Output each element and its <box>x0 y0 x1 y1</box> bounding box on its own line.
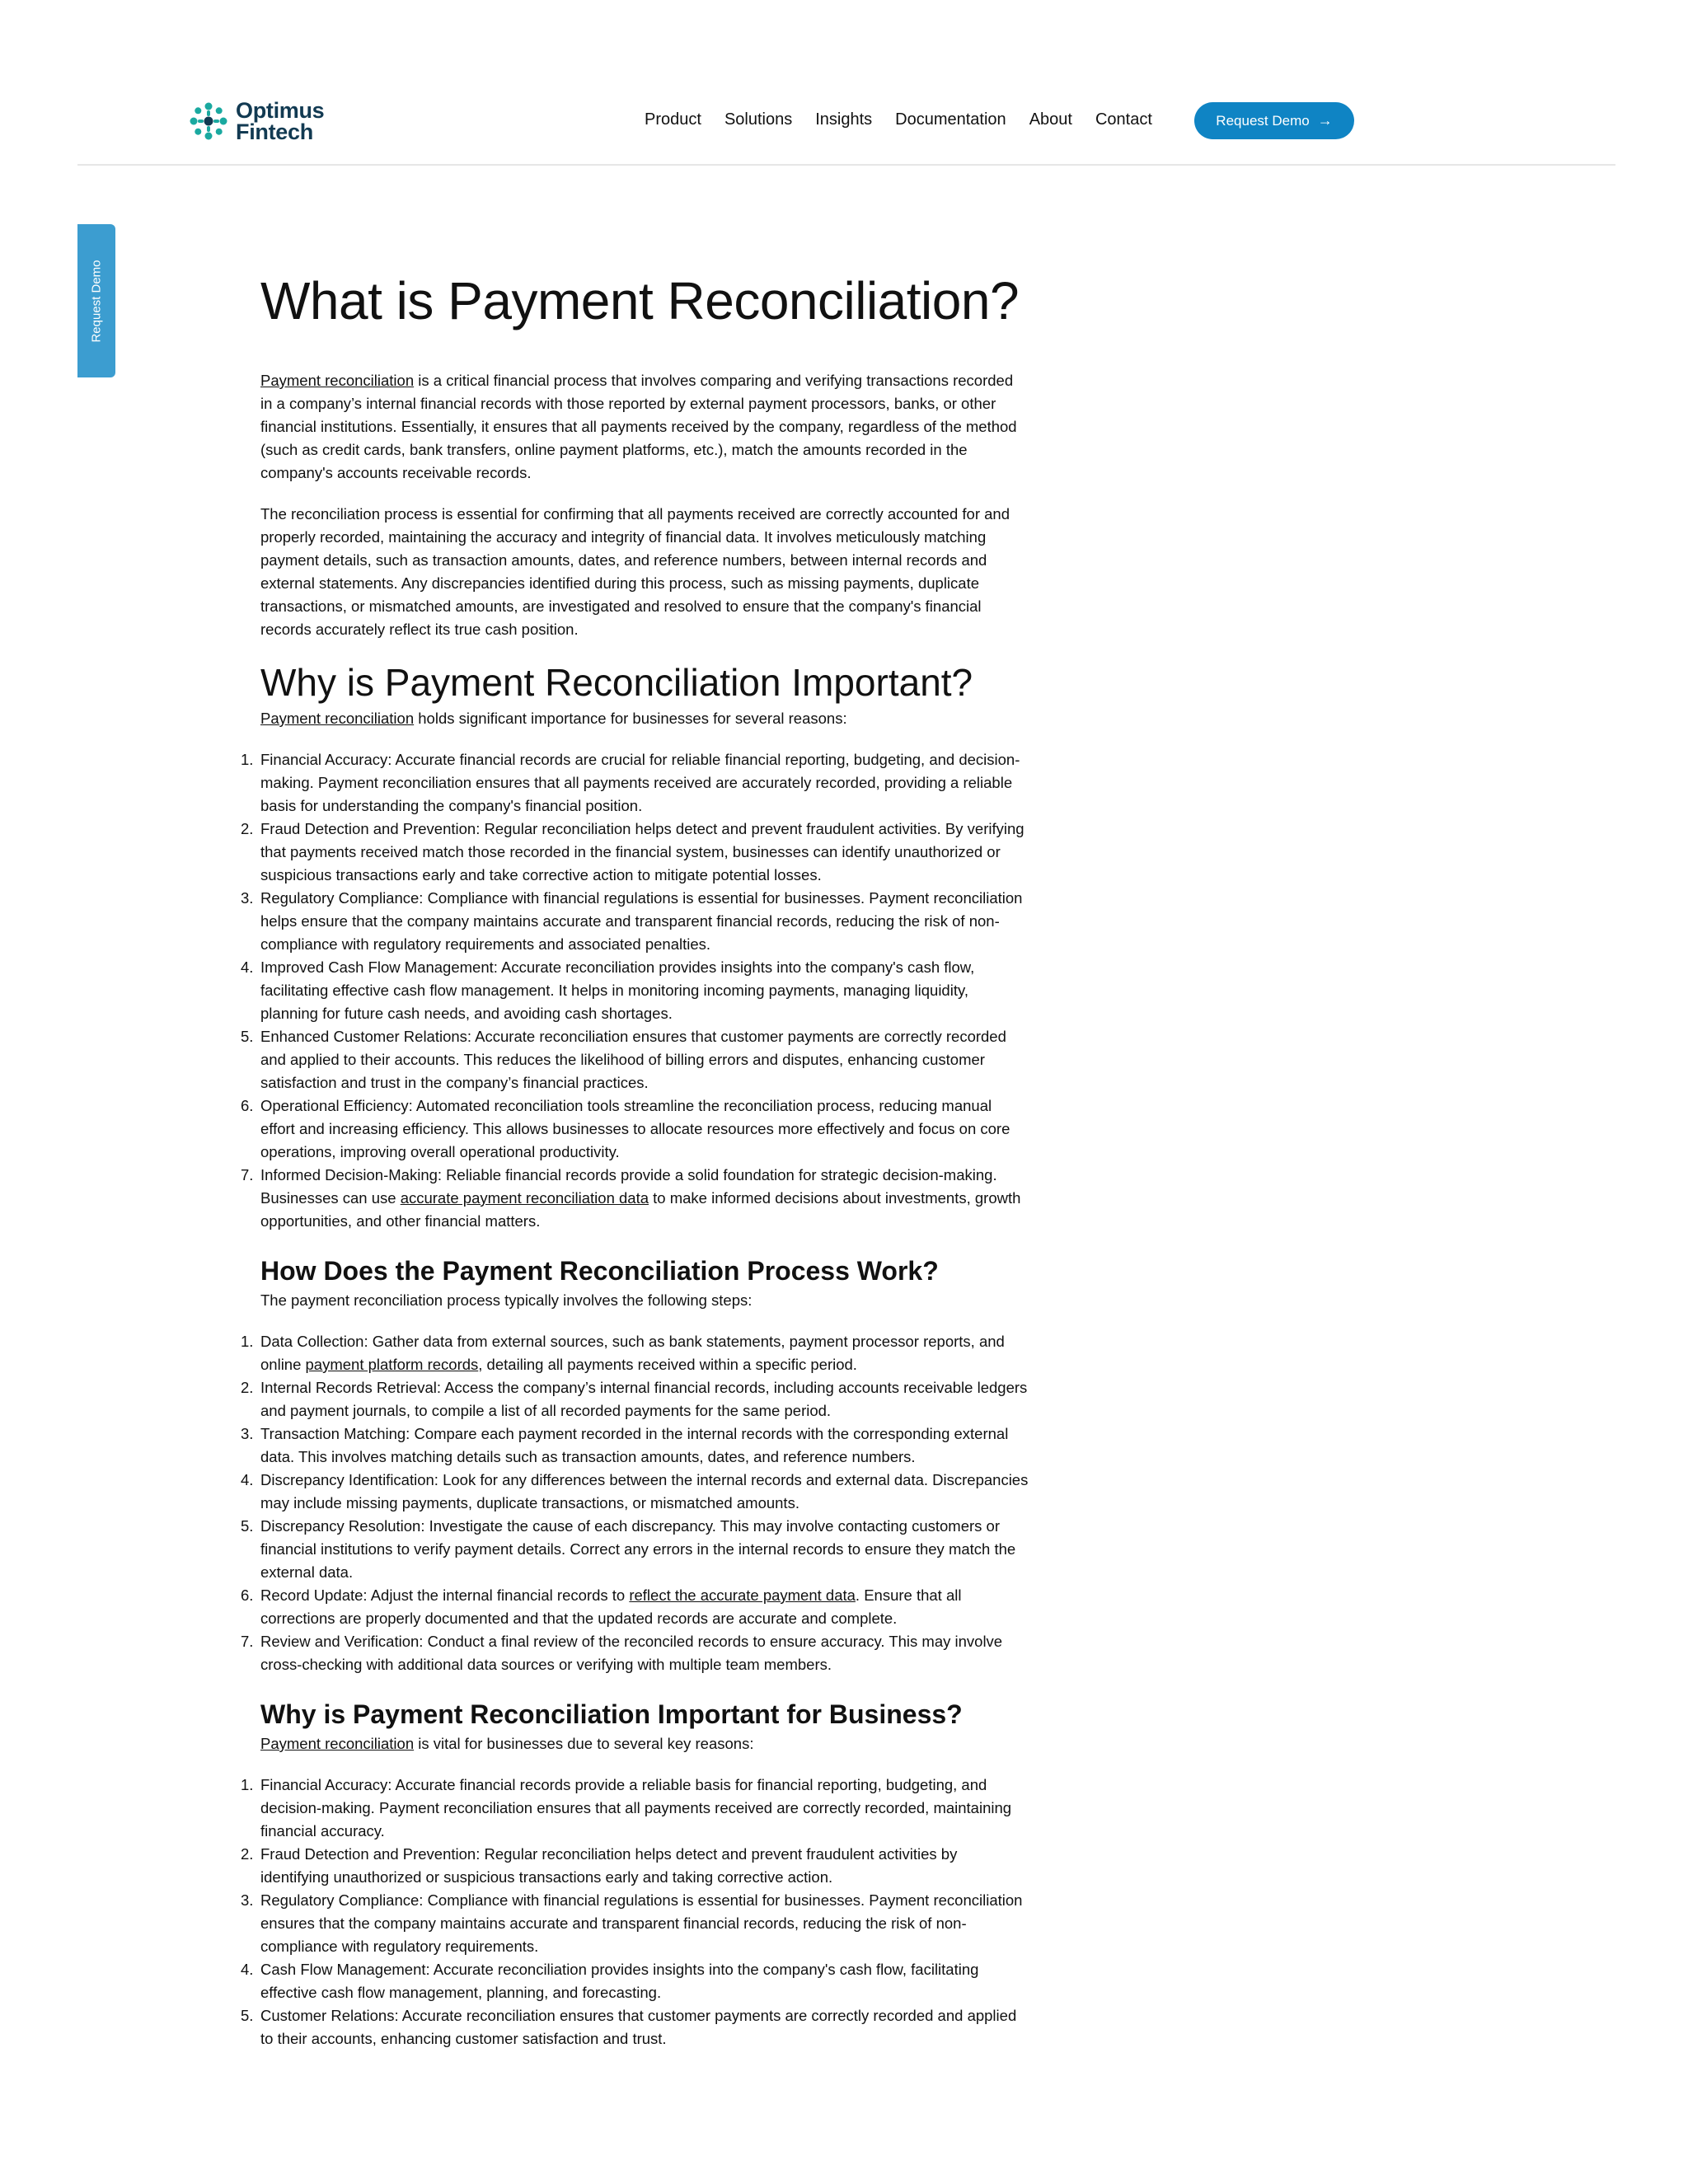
payment-reconciliation-link[interactable]: Payment reconciliation <box>260 1735 415 1752</box>
section-heading-process: How Does the Payment Reconciliation Process Work? <box>260 1256 939 1286</box>
item-text: , detailing all payments received within a specific period. <box>478 1356 857 1373</box>
list-item: Discrepancy Identification: Look for any differences between the internal records and external data. Discrepancies may include missing payments, duplicate transactions, or mismatched amounts. <box>260 1471 1029 1511</box>
nav-insights[interactable]: Insights <box>815 110 873 129</box>
side-tab-label: Request Demo <box>89 259 104 343</box>
list-item: Fraud Detection and Prevention: Regular reconciliation helps detect and prevent fraudulent activities by identifying unauthorized or suspicious transactions early and taking corrective action. <box>260 1845 958 1886</box>
nav-about[interactable]: About <box>1029 110 1072 129</box>
logo[interactable] <box>188 97 336 145</box>
logo-line2: Fintech <box>236 120 313 144</box>
nav-product[interactable]: Product <box>645 110 701 129</box>
importance-list <box>260 748 1029 1233</box>
item-text: Data Collection: Gather data from external sources, such as bank statements, payment processor reports, and online <box>260 1333 1005 1373</box>
intro-paragraph <box>260 369 1029 485</box>
section-lead <box>260 707 1029 730</box>
item-text: Informed Decision-Making: Reliable financial records provide a solid foundation for strategic decision-making. Businesses can use <box>260 1166 997 1207</box>
list-item: Customer Relations: Accurate reconciliation ensures that customer payments are correctly recorded and applied to their accounts, enhancing customer satisfaction and trust. <box>260 2007 1017 2047</box>
list-item <box>260 1164 1029 1233</box>
reflect-accurate-data-link[interactable]: reflect the accurate payment data <box>629 1586 856 1604</box>
page-title: What is Payment Reconciliation? <box>260 271 1020 330</box>
nav-solutions[interactable]: Solutions <box>724 110 793 129</box>
request-demo-button[interactable] <box>1194 102 1354 139</box>
payment-platform-records-link[interactable]: payment platform records <box>305 1356 479 1373</box>
logo-line1: Optimus <box>236 98 325 123</box>
list-item: Financial Accuracy: Accurate financial records are crucial for reliable financial reporting, budgeting, and decision-making. Payment reconciliation ensures that all payments received are accurately recorded, providing a reliable basis for understanding the company's financial position. <box>260 751 1020 814</box>
payment-reconciliation-link[interactable]: Payment reconciliation <box>260 710 415 727</box>
list-item: Fraud Detection and Prevention: Regular reconciliation helps detect and prevent fraudulent activities. By verifying that payments received match those recorded in the financial system, businesses can identify unauthorized or suspicious transactions early and take corrective action to mitigate potential losses. <box>260 820 1025 883</box>
payment-reconciliation-link[interactable]: Payment reconciliation <box>260 372 415 389</box>
list-item: Improved Cash Flow Management: Accurate reconciliation provides insights into the company's cash flow, facilitating effective cash flow management. It helps in monitoring incoming payments, managing liquidity, planning for future cash needs, and avoiding cash shortages. <box>260 958 975 1022</box>
list-item: Cash Flow Management: Accurate reconciliation provides insights into the company's cash flow, facilitating effective cash flow management, planning, and forecasting. <box>260 1961 979 2001</box>
list-item: Operational Efficiency: Automated reconciliation tools streamline the reconciliation process, reducing manual effort and increasing efficiency. This allows businesses to allocate resources more effectively and focus on core operations, improving overall operational productivity. <box>260 1097 1010 1160</box>
nav-documentation[interactable]: Documentation <box>895 110 1006 129</box>
request-demo-label: Request Demo <box>1216 112 1310 129</box>
side-request-demo-tab[interactable] <box>77 224 115 377</box>
item-text: to make informed decisions about investments, growth opportunities, and other financial matters. <box>260 1189 1021 1230</box>
logo-mark-icon <box>188 101 229 142</box>
list-item: Regulatory Compliance: Compliance with financial regulations is essential for businesses. Payment reconciliation helps ensure that the company maintains accurate and transparent financial records, reducing the risk of non-compliance with regulatory requirements and associated penalties. <box>260 889 1023 953</box>
arrow-right-icon: → <box>1317 112 1333 129</box>
list-item: Regulatory Compliance: Compliance with financial regulations is essential for businesses. Payment reconciliation ensures that the company maintains accurate and transparent financial records, reducing the risk of non-compliance with regulatory requirements. <box>260 1891 1023 1955</box>
accurate-data-link[interactable]: accurate payment reconciliation data <box>400 1189 649 1207</box>
list-item: Discrepancy Resolution: Investigate the cause of each discrepancy. This may involve contacting customers or financial institutions to verify payment details. Correct any errors in the internal records to ensure they match the external data. <box>260 1517 1016 1581</box>
lead-text: is vital for businesses due to several key reasons: <box>414 1735 754 1752</box>
section-lead: The payment reconciliation process typically involves the following steps: <box>260 1291 753 1309</box>
list-item: Transaction Matching: Compare each payment recorded in the internal records with the corresponding external data. This involves matching details such as transaction amounts, dates, and reference numbers. <box>260 1425 1009 1465</box>
process-list <box>260 1330 1029 1676</box>
list-item: Review and Verification: Conduct a final review of the reconciled records to ensure accuracy. This may involve cross-checking with additional data sources or verifying with multiple team members. <box>260 1633 1003 1673</box>
paragraph-2: The reconciliation process is essential for confirming that all payments received are correctly accounted for and properly recorded, maintaining the accuracy and integrity of financial data. It involves meticulously matching payment details, such as transaction amounts, dates, and reference numbers, between internal records and external statements. Any discrepancies identified during this process, such as missing payments, duplicate transactions, or mismatched amounts, are investigated and resolved to ensure that the company's financial records accurately reflect its true cash position. <box>260 505 1010 638</box>
lead-text: holds significant importance for businesses for several reasons: <box>414 710 847 727</box>
section-heading-business: Why is Payment Reconciliation Important for Business? <box>260 1699 963 1729</box>
list-item <box>260 1330 1029 1376</box>
main-nav <box>645 107 1175 132</box>
item-text: Record Update: Adjust the internal financial records to <box>260 1586 630 1604</box>
logo-wordmark <box>236 100 324 143</box>
business-list <box>260 1774 1029 2050</box>
section-heading-importance: Why is Payment Reconciliation Important? <box>260 661 973 704</box>
item-text: . Ensure that all corrections are properly documented and that the updated records are accurate and complete. <box>260 1586 962 1627</box>
intro-text: is a critical financial process that involves comparing and verifying transactions recorded in a company’s internal financial records with those reported by external payment processors, banks, or other financial institutions. Essentially, it ensures that all payments received by the company, regardless of the method (such as credit cards, bank transfers, online payment platforms, etc.), match the amounts recorded in the company's accounts receivable records. <box>260 372 1017 481</box>
list-item: Enhanced Customer Relations: Accurate reconciliation ensures that customer payments are correctly recorded and applied to their accounts. This reduces the likelihood of billing errors and disputes, enhancing customer satisfaction and trust in the company’s financial practices. <box>260 1028 1006 1091</box>
nav-contact[interactable]: Contact <box>1095 110 1152 129</box>
article <box>260 272 1029 2057</box>
list-item <box>260 1584 1029 1630</box>
list-item: Financial Accuracy: Accurate financial records provide a reliable basis for financial reporting, budgeting, and decision-making. Payment reconciliation ensures that all payments received are correctly recorded, maintaining financial accuracy. <box>260 1776 1012 1840</box>
list-item: Internal Records Retrieval: Access the company’s internal financial records, including accounts receivable ledgers and payment journals, to compile a list of all recorded payments for the same period. <box>260 1379 1028 1419</box>
section-lead <box>260 1732 1029 1755</box>
